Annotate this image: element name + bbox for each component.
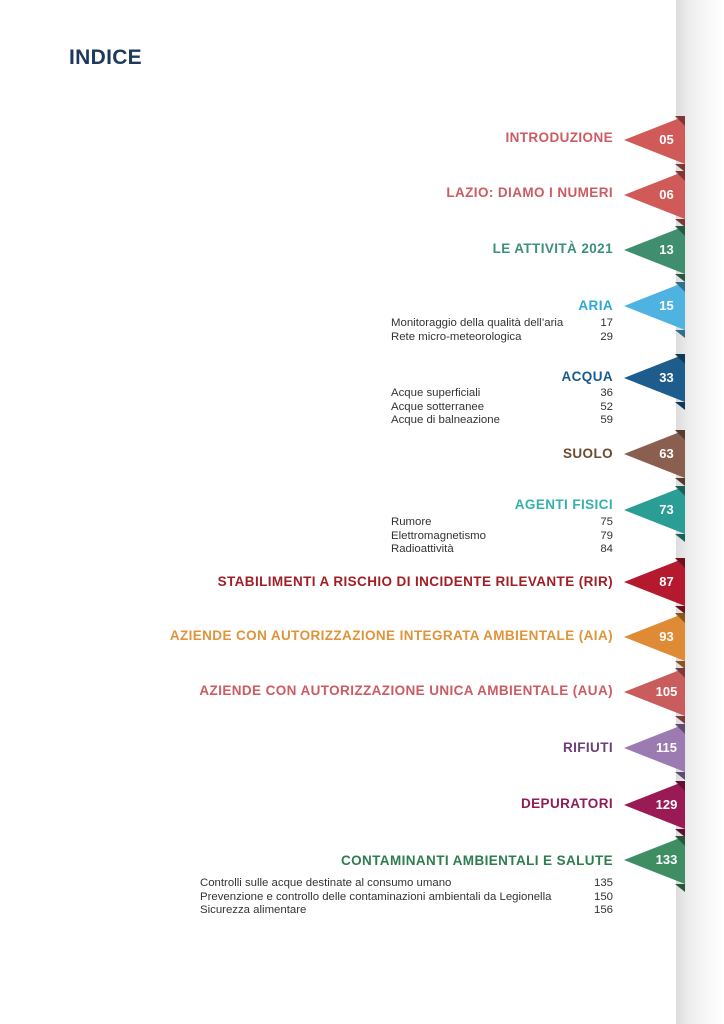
page-number: 05 <box>659 132 674 147</box>
page-tab[interactable] <box>624 668 685 716</box>
subsection-page: 36 <box>600 387 613 399</box>
subsection-page: 84 <box>600 543 613 555</box>
page-tab[interactable] <box>624 486 685 534</box>
section-title[interactable]: ACQUA <box>561 369 613 384</box>
section-title[interactable]: STABILIMENTI A RISCHIO DI INCIDENTE RILEVANTE (RIR) <box>217 574 613 589</box>
subsection-list <box>391 387 613 428</box>
subsection-item[interactable] <box>200 904 613 918</box>
page-number: 33 <box>659 370 674 385</box>
page-tab[interactable] <box>624 116 685 164</box>
subsection-page: 135 <box>593 877 613 889</box>
page-number: 129 <box>655 797 678 812</box>
section-title[interactable]: LAZIO: DIAMO I NUMERI <box>446 185 613 200</box>
subsection-label: Monitoraggio della qualità dell’aria <box>391 317 564 329</box>
section-title[interactable]: CONTAMINANTI AMBIENTALI E SALUTE <box>340 853 613 868</box>
subsection-item[interactable] <box>391 401 613 415</box>
subsection-page: 75 <box>600 516 613 528</box>
subsection-label: Rumore <box>391 516 432 528</box>
subsection-page: 156 <box>593 904 613 916</box>
page-number: 93 <box>659 629 674 644</box>
subsection-item[interactable] <box>391 331 613 345</box>
page-tab[interactable] <box>624 430 685 478</box>
subsection-item[interactable] <box>200 877 613 891</box>
subsection-page: 29 <box>600 330 613 343</box>
tab-bottom-fold <box>675 402 685 410</box>
page-tab[interactable] <box>624 226 685 274</box>
section-title[interactable]: INTRODUZIONE <box>505 130 613 145</box>
subsection-label: Acque sotterranee <box>391 400 485 413</box>
page-tab[interactable] <box>624 558 685 606</box>
tab-bottom-fold <box>675 884 685 892</box>
page-tab[interactable] <box>624 724 685 772</box>
subsection-item[interactable] <box>391 530 613 544</box>
page-number: 63 <box>659 446 674 461</box>
page-number: 115 <box>656 740 677 755</box>
subsection-item[interactable] <box>200 891 613 905</box>
page-number: 87 <box>659 574 674 589</box>
page-number: 105 <box>655 684 678 699</box>
tab-bottom-fold <box>675 716 685 724</box>
section-title[interactable]: AGENTI FISICI <box>514 497 613 512</box>
subsection-item[interactable] <box>391 317 613 331</box>
tab-bottom-fold <box>675 772 685 780</box>
section-title[interactable]: LE ATTIVITÀ 2021 <box>492 241 613 256</box>
page-tab[interactable] <box>624 171 685 219</box>
section-title[interactable]: AZIENDE CON AUTORIZZAZIONE UNICA AMBIENTALE (AUA) <box>199 683 613 698</box>
tab-bottom-fold <box>675 274 685 282</box>
page-tab[interactable] <box>624 836 685 884</box>
tab-bottom-fold <box>675 330 685 338</box>
subsection-item[interactable] <box>391 387 613 401</box>
page-tab[interactable] <box>624 282 685 330</box>
page-number: 73 <box>659 502 674 517</box>
subsection-list <box>200 877 613 918</box>
section-title[interactable]: RIFIUTI <box>562 740 613 755</box>
page-tab[interactable] <box>624 781 685 829</box>
section-title[interactable]: DEPURATORI <box>520 796 613 811</box>
page-title: INDICE <box>69 46 142 69</box>
subsection-item[interactable] <box>391 543 613 557</box>
page-number: 06 <box>659 187 674 202</box>
subsection-label: Acque di balneazione <box>391 414 500 426</box>
subsection-label: Sicurezza alimentare <box>200 904 307 916</box>
section-title[interactable]: AZIENDE CON AUTORIZZAZIONE INTEGRATA AMBIENTALE (AIA) <box>169 628 613 643</box>
page-tab[interactable] <box>624 354 685 402</box>
subsection-label: Elettromagnetismo <box>391 529 486 542</box>
subsection-label: Prevenzione e controllo delle contaminazioni ambientali da Legionella <box>200 890 552 903</box>
subsection-page: 17 <box>600 317 613 329</box>
tab-bottom-fold <box>675 478 685 486</box>
subsection-label: Controlli sulle acque destinate al consumo umano <box>200 877 452 889</box>
subsection-page: 59 <box>600 414 613 426</box>
tab-bottom-fold <box>675 534 685 542</box>
page-number: 13 <box>659 242 674 257</box>
subsection-item[interactable] <box>391 516 613 530</box>
subsection-label: Rete micro-meteorologica <box>391 330 522 343</box>
section-title[interactable]: ARIA <box>578 298 613 313</box>
page-number: 15 <box>659 298 674 313</box>
subsection-page: 79 <box>600 529 613 542</box>
section-title[interactable]: SUOLO <box>562 446 613 461</box>
subsection-label: Radioattività <box>391 543 454 555</box>
subsection-label: Acque superficiali <box>391 387 481 399</box>
subsection-list <box>391 516 613 557</box>
page-tab[interactable] <box>624 613 685 661</box>
subsection-item[interactable] <box>391 414 613 428</box>
subsection-list <box>391 317 613 344</box>
subsection-page: 52 <box>600 400 613 413</box>
page-number: 133 <box>655 852 678 867</box>
subsection-page: 150 <box>593 890 613 903</box>
